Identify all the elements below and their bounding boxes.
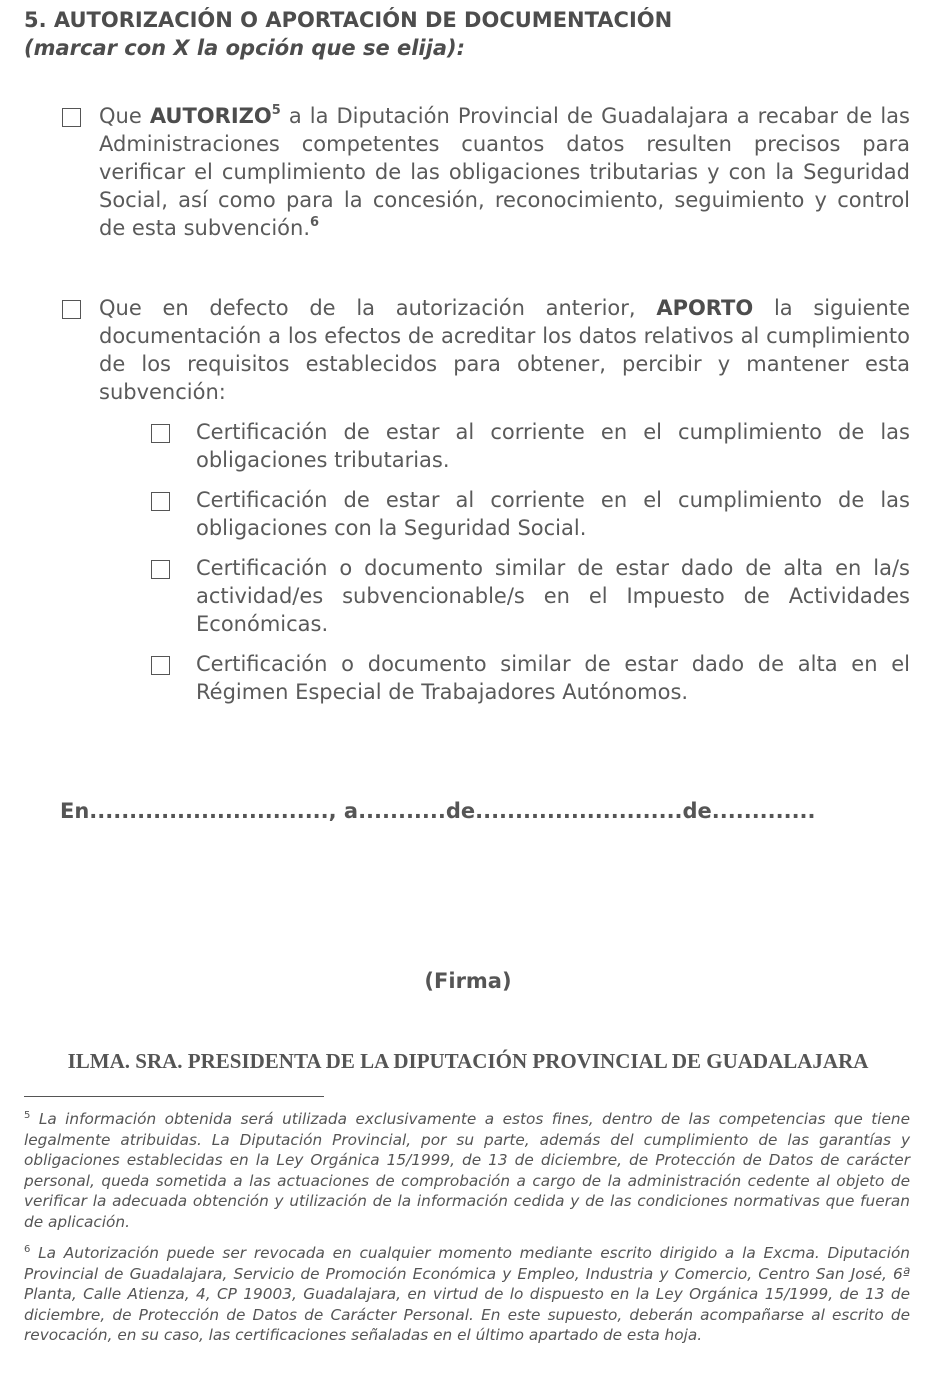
aporto-prefix: Que en defecto de la autorización anterior, <box>99 296 657 320</box>
footnote-6 <box>24 1243 910 1346</box>
aporto-checkbox[interactable] <box>62 300 81 319</box>
aporto-body: la siguiente documentación a los efectos de acreditar los datos relativos al cumplimiento de los requisitos establecidos para obtener, percibir y mantener esta subvención: <box>99 296 910 404</box>
doc-iae-label: Certificación o documento similar de estar dado de alta en la/s actividad/es subvencionable/s en el Impuesto de Actividades Económicas. <box>196 556 910 636</box>
signature-label: (Firma) <box>424 969 512 993</box>
footnote-separator <box>24 1096 324 1097</box>
doc-reta-label: Certificación o documento similar de estar dado de alta en el Régimen Especial de Trabajadores Autónomos. <box>196 652 910 704</box>
doc-iae-checkbox[interactable] <box>151 560 170 579</box>
doc-seguridad-social-checkbox[interactable] <box>151 492 170 511</box>
footnote-6-number: 6 <box>24 1244 31 1255</box>
aporto-option-text <box>99 294 910 406</box>
footnote-5-number: 5 <box>24 1110 31 1121</box>
addressee: ILMA. SRA. PRESIDENTA DE LA DIPUTACIÓN PROVINCIAL DE GUADALAJARA <box>67 1049 869 1073</box>
section-instruction: (marcar con X la opción que se elija): <box>24 36 465 60</box>
autorizo-body: a la Diputación Provincial de Guadalajara a recabar de las Administraciones competentes cuantos datos resulten precisos para verificar el cumplimiento de las obligaciones tributarias y con la Seguridad Social, así como para la concesión, reconocimiento, seguimiento y control de esta subvención. <box>99 104 910 240</box>
doc-tributarias-label: Certificación de estar al corriente en el cumplimiento de las obligaciones tributarias. <box>196 420 910 472</box>
section-title: 5. AUTORIZACIÓN O APORTACIÓN DE DOCUMENTACIÓN <box>24 8 673 32</box>
autorizo-checkbox[interactable] <box>62 108 81 127</box>
footnote-6-text: La Autorización puede ser revocada en cualquier momento mediante escrito dirigido a la Excma. Diputación Provincial de Guadalajara, Servicio de Promoción Económica y Empleo, Industria y Comercio, Centro San José, 6ª Planta, Calle Atienza, 4, CP 19003, Guadalajara, en virtud de lo dispuesto en la Ley Orgánica 15/1999, de 13 de diciembre, de Protección de Datos de Carácter Personal. En este supuesto, deberán acompañarse al escrito de revocación, en su caso, las certificaciones señaladas en el último apartado de esta hoja. <box>24 1244 910 1344</box>
doc-seguridad-social-label: Certificación de estar al corriente en el cumplimiento de las obligaciones con la Seguridad Social. <box>196 488 910 540</box>
autorizo-keyword: AUTORIZO <box>149 104 272 128</box>
autorizo-prefix: Que <box>99 104 150 128</box>
doc-tributarias-checkbox[interactable] <box>151 424 170 443</box>
footnote-ref-6: 6 <box>310 215 320 230</box>
place-date-line[interactable]: En.............................., a...........de..........................de............. <box>60 799 816 823</box>
footnote-5 <box>24 1109 910 1232</box>
footnote-ref-5: 5 <box>271 103 281 118</box>
autorizo-option-text <box>99 102 910 242</box>
footnote-5-text: La información obtenida será utilizada exclusivamente a estos fines, dentro de las competencias que tiene legalmente atribuidas. La Diputación Provincial, por su parte, además del cumplimiento de las garantías y obligaciones establecidas en la Ley Orgánica 15/1999, de 13 de diciembre, de Protección de Datos de carácter personal, queda sometida a las actuaciones de comprobación a cargo de la administración cedente al objeto de verificar la adecuada obtención y utilización de la información cedida y de las condiciones normativas que fueran de aplicación. <box>24 1110 910 1231</box>
aporto-keyword: APORTO <box>656 296 754 320</box>
doc-reta-checkbox[interactable] <box>151 656 170 675</box>
